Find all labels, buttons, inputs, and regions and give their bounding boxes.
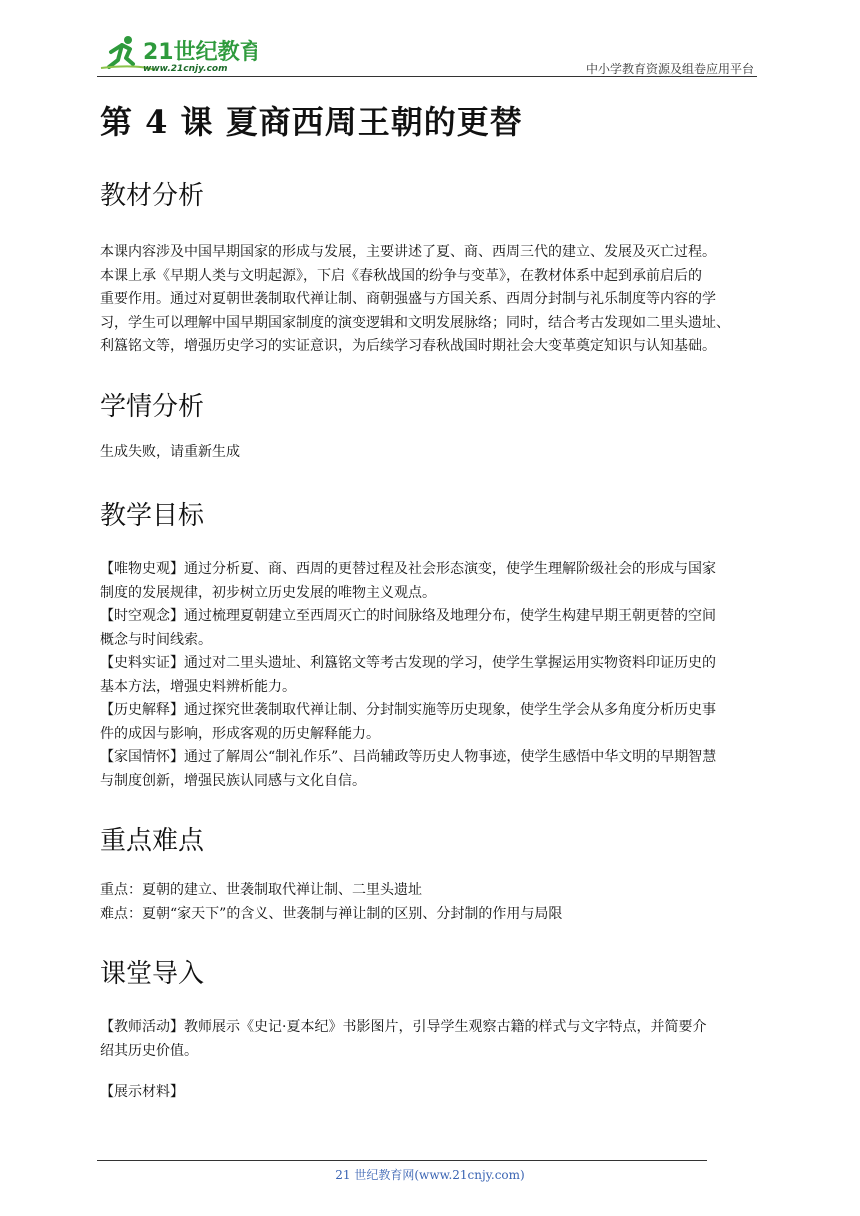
document-body bbox=[100, 96, 762, 1105]
goal-line: 件的成因与影响，形成客观的历史解释能力。 bbox=[100, 725, 380, 742]
logo-text: 21世纪教育 bbox=[143, 40, 257, 65]
goal-line: 基本方法，增强史料辨析能力。 bbox=[100, 678, 296, 695]
goal-line: 【时空观念】通过梳理夏朝建立至西周灭亡的时间脉络及地理分布，使学生构建早期王朝更替的空间 bbox=[100, 608, 716, 624]
analysis-line: 本课上承《早期人类与文明起源》，下启《春秋战国的纷争与变革》，在教材体系中起到承前启后的 bbox=[100, 267, 702, 284]
keypoint-line: 难点：夏朝“家天下”的含义、世袭制与禅让制的区别、分封制的作用与局限 bbox=[100, 905, 563, 922]
analysis-line: 本课内容涉及中国早期国家的形成与发展，主要讲述了夏、商、西周三代的建立、发展及灭亡过程。 bbox=[100, 244, 716, 260]
intro-line: 绍其历史价值。 bbox=[100, 1042, 198, 1059]
keypoints-list bbox=[100, 879, 762, 926]
footer-link[interactable]: 21 世纪教育网(www.21cnjy.com) bbox=[335, 1168, 525, 1182]
logo-url: www.21cnjy.com bbox=[143, 64, 228, 74]
goal-line: 概念与时间线索。 bbox=[100, 631, 212, 648]
goal-line: 【史料实证】通过对二里头遗址、利簋铭文等考古发现的学习，使学生掌握运用实物资料印证历史的 bbox=[100, 655, 716, 671]
site-logo bbox=[97, 34, 257, 74]
section-heading-analysis: 教材分析 bbox=[100, 181, 205, 211]
goal-line: 【家国情怀】通过了解周公“制礼作乐”、吕尚辅政等历史人物事迹，使学生感悟中华文明的早期智慧 bbox=[100, 749, 717, 765]
lesson-title: 第 4 课 夏商西周王朝的更替 bbox=[100, 103, 523, 141]
analysis-line: 习，学生可以理解中国早期国家制度的演变逻辑和文明发展脉络；同时，结合考古发现如二里头遗址、 bbox=[100, 314, 730, 331]
page-header bbox=[97, 32, 757, 78]
intro-materials-label: 【展示材料】 bbox=[100, 1084, 184, 1100]
goal-line: 与制度创新，增强民族认同感与文化自信。 bbox=[100, 772, 366, 789]
analysis-line: 利簋铭文等，增强历史学习的实证意识，为后续学习春秋战国时期社会大变革奠定知识与认知基础。 bbox=[100, 338, 716, 354]
section-heading-keypoints: 重点难点 bbox=[100, 826, 205, 856]
goals-list bbox=[100, 558, 762, 793]
intro-line: 【教师活动】教师展示《史记·夏本纪》书影图片，引导学生观察古籍的样式与文字特点，并简要介 bbox=[100, 1019, 707, 1035]
analysis-paragraph bbox=[100, 241, 762, 359]
header-divider bbox=[97, 76, 757, 77]
goal-line: 制度的发展规律，初步树立历史发展的唯物主义观点。 bbox=[100, 584, 436, 601]
students-text: 生成失败，请重新生成 bbox=[100, 443, 240, 460]
analysis-line: 重要作用。通过对夏朝世袭制取代禅让制、商朝强盛与方国关系、西周分封制与礼乐制度等内容的学 bbox=[100, 291, 716, 307]
section-heading-intro: 课堂导入 bbox=[100, 959, 205, 989]
section-heading-students: 学情分析 bbox=[100, 391, 205, 422]
goal-line: 【唯物史观】通过分析夏、商、西周的更替过程及社会形态演变，使学生理解阶级社会的形成与国家 bbox=[100, 561, 716, 577]
keypoint-line: 重点：夏朝的建立、世袭制取代禅让制、二里头遗址 bbox=[100, 882, 422, 898]
section-heading-goals: 教学目标 bbox=[100, 501, 205, 531]
intro-activity bbox=[100, 1016, 762, 1063]
platform-tagline: 中小学教育资源及组卷应用平台 bbox=[585, 62, 754, 76]
goal-line: 【历史解释】通过探究世袭制取代禅让制、分封制实施等历史现象，使学生学会从多角度分析历史事 bbox=[100, 702, 716, 718]
footer-divider bbox=[97, 1160, 707, 1161]
runner-logo-icon bbox=[97, 34, 257, 74]
